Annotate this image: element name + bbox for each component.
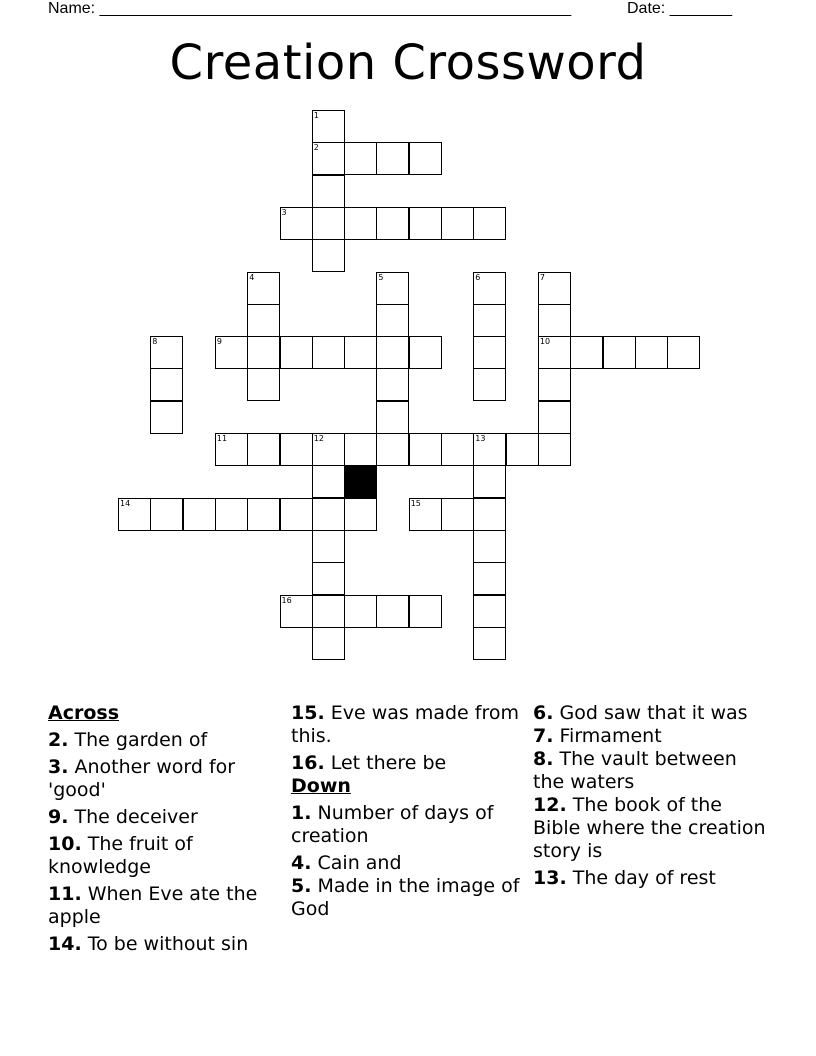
grid-cell[interactable] xyxy=(473,368,506,401)
down-heading: Down xyxy=(291,775,351,797)
grid-cell[interactable] xyxy=(247,272,280,305)
grid-cell[interactable] xyxy=(473,272,506,305)
grid-cell[interactable] xyxy=(344,595,377,628)
grid-cell[interactable] xyxy=(247,336,280,369)
grid-cell[interactable] xyxy=(376,142,409,175)
cell-number: 12 xyxy=(313,434,324,443)
grid-cell[interactable] xyxy=(409,207,442,240)
grid-cell[interactable] xyxy=(376,304,409,337)
grid-cell[interactable] xyxy=(570,336,603,369)
grid-cell[interactable] xyxy=(344,142,377,175)
grid-cell[interactable] xyxy=(312,627,345,660)
grid-cell[interactable] xyxy=(312,110,345,143)
clue-down-5: 5. Made in the image of God xyxy=(291,875,520,920)
cell-number: 2 xyxy=(313,143,319,153)
clue-across-9: 9. The deceiver xyxy=(48,806,198,828)
grid-cell[interactable] xyxy=(312,595,345,628)
clue-across-16: 16. Let there be xyxy=(291,752,447,774)
grid-cell[interactable] xyxy=(538,433,571,466)
grid-cell[interactable] xyxy=(473,336,506,369)
grid-cell[interactable] xyxy=(150,498,183,531)
clue-across-15: 15. Eve was made from this. xyxy=(291,702,519,747)
black-cell xyxy=(344,465,377,498)
grid-cell[interactable] xyxy=(409,433,442,466)
grid-cell[interactable] xyxy=(376,433,409,466)
clue-down-4: 4. Cain and xyxy=(291,852,402,874)
grid-cell[interactable] xyxy=(344,336,377,369)
grid-cell[interactable] xyxy=(312,530,345,563)
grid-cell[interactable] xyxy=(312,207,345,240)
cell-number: 11 xyxy=(216,434,228,443)
grid-cell[interactable] xyxy=(280,498,313,531)
grid-cell[interactable] xyxy=(312,239,345,272)
grid-cell[interactable] xyxy=(603,336,636,369)
grid-cell[interactable] xyxy=(473,207,506,240)
cell-number: 5 xyxy=(378,272,384,282)
cell-number: 16 xyxy=(281,595,292,605)
grid-cell[interactable] xyxy=(538,401,571,434)
cell-number: 7 xyxy=(539,272,545,282)
grid-cell[interactable] xyxy=(538,304,571,337)
grid-cell[interactable] xyxy=(635,336,668,369)
grid-cell[interactable] xyxy=(344,433,377,466)
clue-across-11: 11. When Eve ate the apple xyxy=(48,883,258,928)
clue-across-14: 14. To be without sin xyxy=(48,933,249,955)
grid-cell[interactable] xyxy=(538,272,571,305)
name-field-label[interactable]: Name: _____________________________________________________ xyxy=(48,0,572,17)
cell-number: 1 xyxy=(313,111,319,120)
grid-cell[interactable] xyxy=(376,336,409,369)
grid-cell[interactable] xyxy=(473,627,506,660)
cell-number: 3 xyxy=(281,207,287,217)
grid-cell[interactable] xyxy=(150,336,183,369)
grid-cell[interactable] xyxy=(473,465,506,498)
grid-cell[interactable] xyxy=(473,304,506,337)
clue-down-8: 8. The vault between the waters xyxy=(533,748,737,793)
clue-down-6: 6. God saw that it was xyxy=(533,702,748,724)
grid-cell[interactable] xyxy=(150,368,183,401)
grid-cell[interactable] xyxy=(183,498,216,531)
grid-cell[interactable] xyxy=(247,433,280,466)
date-field-label[interactable]: Date: _______ xyxy=(627,0,732,17)
grid-cell[interactable] xyxy=(280,433,313,466)
grid-cell[interactable] xyxy=(409,595,442,628)
grid-cell[interactable] xyxy=(312,175,345,208)
grid-cell[interactable] xyxy=(473,562,506,595)
cell-number: 15 xyxy=(410,498,421,508)
grid-cell[interactable] xyxy=(409,336,442,369)
grid-cell[interactable] xyxy=(247,498,280,531)
grid-cell[interactable] xyxy=(441,433,474,466)
grid-cell[interactable] xyxy=(473,530,506,563)
grid-cell[interactable] xyxy=(247,304,280,337)
grid-cell[interactable] xyxy=(280,336,313,369)
cell-number: 10 xyxy=(539,337,551,347)
grid-cell[interactable] xyxy=(441,207,474,240)
clue-across-2: 2. The garden of xyxy=(48,729,208,751)
cell-number: 13 xyxy=(475,434,486,443)
page-title: Creation Crossword xyxy=(169,35,647,91)
grid-cell[interactable] xyxy=(473,498,506,531)
grid-cell[interactable] xyxy=(538,368,571,401)
clues-column-3 xyxy=(533,702,769,894)
across-heading: Across xyxy=(48,702,120,724)
cell-number: 6 xyxy=(475,272,481,282)
clues-column-1 xyxy=(48,702,284,960)
grid-cell[interactable] xyxy=(312,142,345,175)
grid-cell[interactable] xyxy=(312,336,345,369)
grid-cell[interactable] xyxy=(215,433,248,466)
clues-column-2 xyxy=(291,702,527,925)
clue-across-10: 10. The fruit of knowledge xyxy=(48,833,193,878)
grid-cell[interactable] xyxy=(215,498,248,531)
clue-down-1: 1. Number of days of creation xyxy=(291,802,494,847)
cell-number: 9 xyxy=(216,337,222,347)
grid-cell[interactable] xyxy=(376,272,409,305)
clue-down-13: 13. The day of rest xyxy=(533,867,716,889)
grid-cell[interactable] xyxy=(312,498,345,531)
cell-number: 4 xyxy=(249,272,255,282)
grid-cell[interactable] xyxy=(376,401,409,434)
cell-number: 14 xyxy=(120,498,131,508)
grid-cell[interactable] xyxy=(247,368,280,401)
grid-cell[interactable] xyxy=(215,336,248,369)
grid-cell[interactable] xyxy=(118,498,151,531)
grid-cell[interactable] xyxy=(376,368,409,401)
grid-cell[interactable] xyxy=(376,207,409,240)
grid-cell[interactable] xyxy=(409,142,442,175)
grid-cell[interactable] xyxy=(376,595,409,628)
clue-down-7: 7. Firmament xyxy=(533,725,662,747)
grid-cell[interactable] xyxy=(280,595,313,628)
clue-across-3: 3. Another word for 'good' xyxy=(48,756,236,801)
grid-cell[interactable] xyxy=(312,433,345,466)
grid-cell[interactable] xyxy=(312,465,345,498)
clue-down-12: 12. The book of the Bible where the creation story is xyxy=(533,794,766,862)
grid-cell[interactable] xyxy=(441,498,474,531)
grid-cell[interactable] xyxy=(280,207,313,240)
grid-cell[interactable] xyxy=(344,207,377,240)
grid-cell[interactable] xyxy=(344,498,377,531)
grid-cell[interactable] xyxy=(538,336,571,369)
grid-cell[interactable] xyxy=(473,595,506,628)
grid-cell[interactable] xyxy=(473,433,506,466)
grid-cell[interactable] xyxy=(312,562,345,595)
grid-cell[interactable] xyxy=(506,433,539,466)
grid-cell[interactable] xyxy=(150,401,183,434)
grid-cell[interactable] xyxy=(409,498,442,531)
grid-cell[interactable] xyxy=(667,336,700,369)
cell-number: 8 xyxy=(152,337,158,347)
